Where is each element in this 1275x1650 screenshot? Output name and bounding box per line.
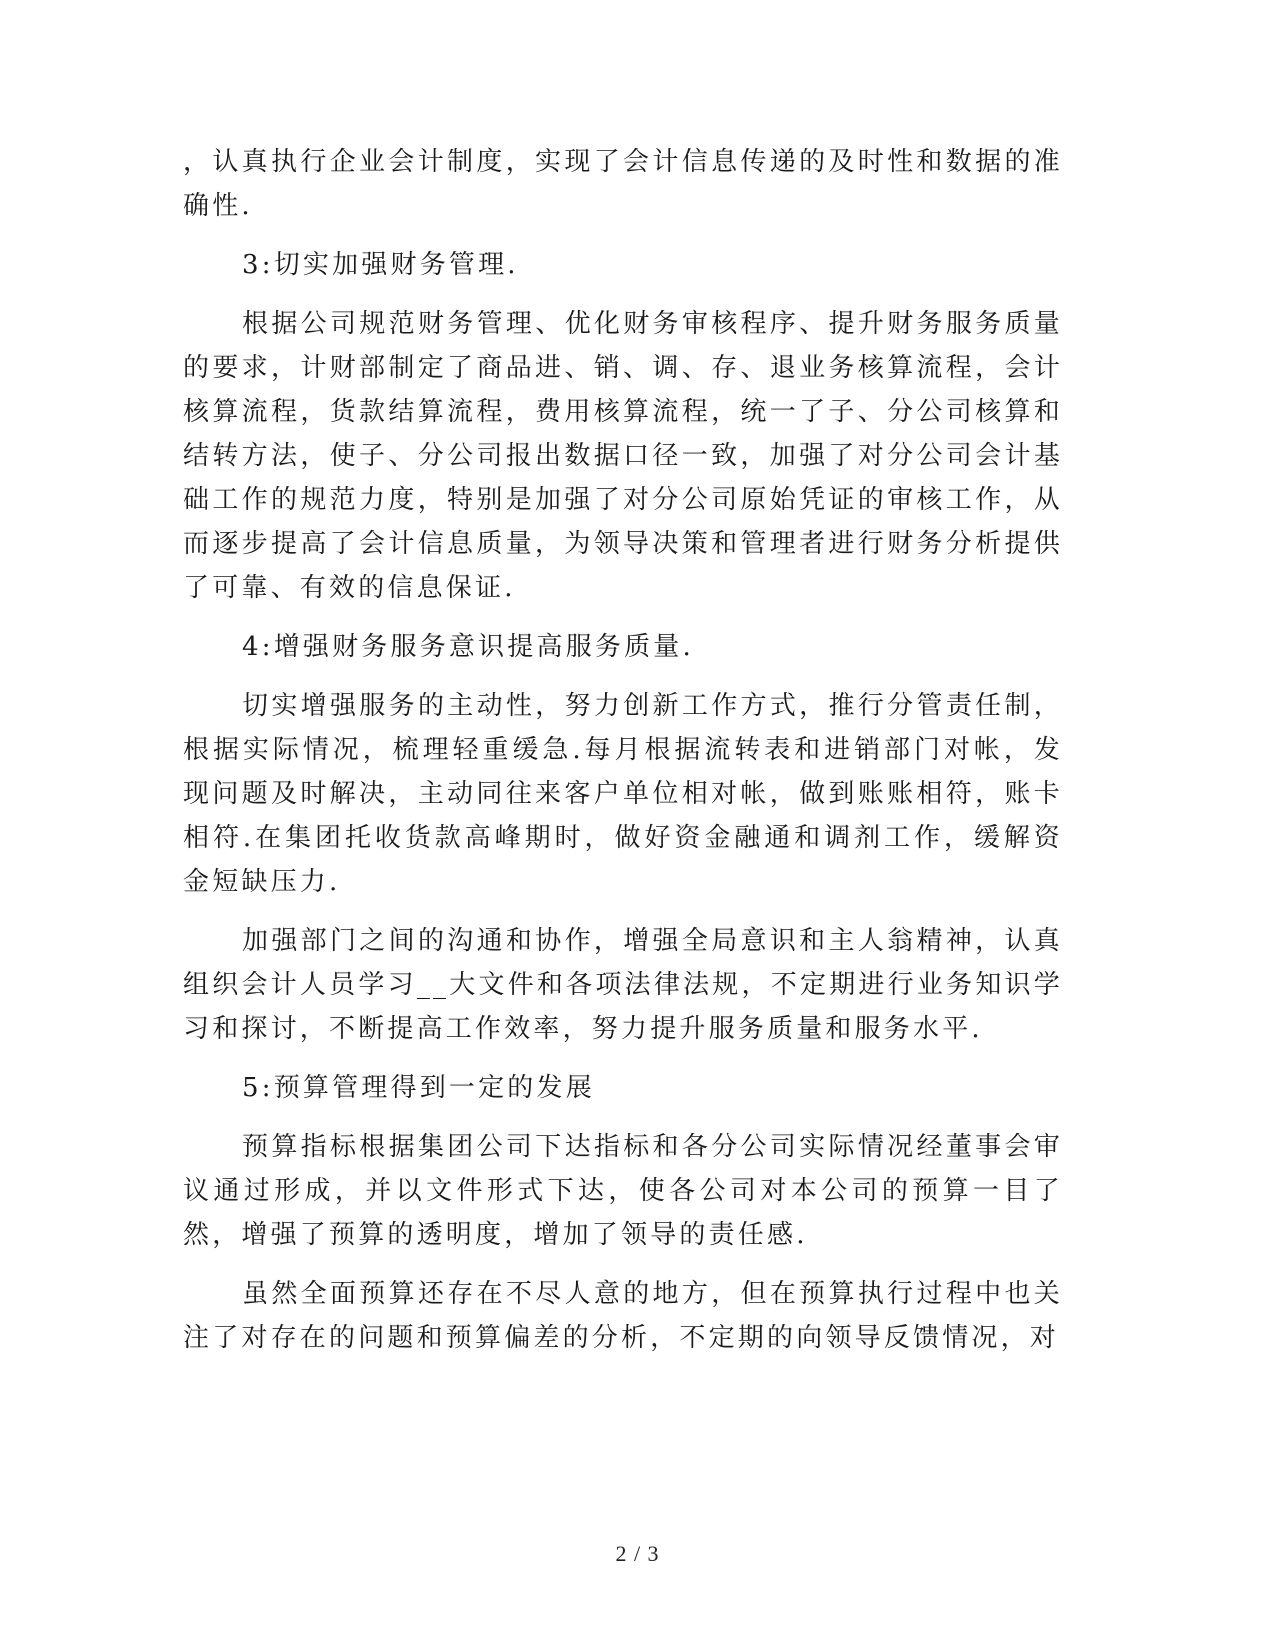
page-number: 2 / 3 [615, 1541, 660, 1566]
document-body [183, 140, 1063, 1375]
section-heading-4: 4:增强财务服务意识提高服务质量. [242, 632, 694, 662]
paragraph-budget-execution: 虽然全面预算还存在不尽人意的地方，但在预算执行过程中也关注了对存在的问题和预算偏差的分析，不定期的向领导反馈情况，对 [183, 1279, 1063, 1353]
paragraph-continuation: ，认真执行企业会计制度，实现了会计信息传递的及时性和数据的准确性. [183, 147, 1063, 221]
paragraph-department-cooperation: 加强部门之间的沟通和协作，增强全局意识和主人翁精神，认真组织会计人员学习__大文件和各项法律法规，不定期进行业务知识学习和探讨，不断提高工作效率，努力提升服务质量和服务水平. [183, 926, 1063, 1044]
section-heading-5: 5:预算管理得到一定的发展 [242, 1073, 595, 1103]
section-heading-3: 3:切实加强财务管理. [242, 250, 519, 280]
paragraph-budget-indicators: 预算指标根据集团公司下达指标和各分公司实际情况经董事会审议通过形成，并以文件形式下达，使各公司对本公司的预算一目了然，增强了预算的透明度，增加了领导的责任感. [183, 1132, 1063, 1250]
paragraph-financial-management: 根据公司规范财务管理、优化财务审核程序、提升财务服务质量的要求，计财部制定了商品进、销、调、存、退业务核算流程，会计核算流程，货款结算流程，费用核算流程，统一了子、分公司核算和结转方法，使子、分公司报出数据口径一致，加强了对分公司会计基础工作的规范力度，特别是加强了对分公司原始凭证的审核工作，从而逐步提高了会计信息质量，为领导决策和管理者进行财务分析提供了可靠、有效的信息保证. [183, 309, 1063, 603]
paragraph-service-initiative: 切实增强服务的主动性，努力创新工作方式，推行分管责任制，根据实际情况，梳理轻重缓急.每月根据流转表和进销部门对帐，发现问题及时解决，主动同往来客户单位相对帐，做到账账相符，账卡相符.在集团托收货款高峰期时，做好资金融通和调剂工作，缓解资金短缺压力. [183, 691, 1063, 897]
